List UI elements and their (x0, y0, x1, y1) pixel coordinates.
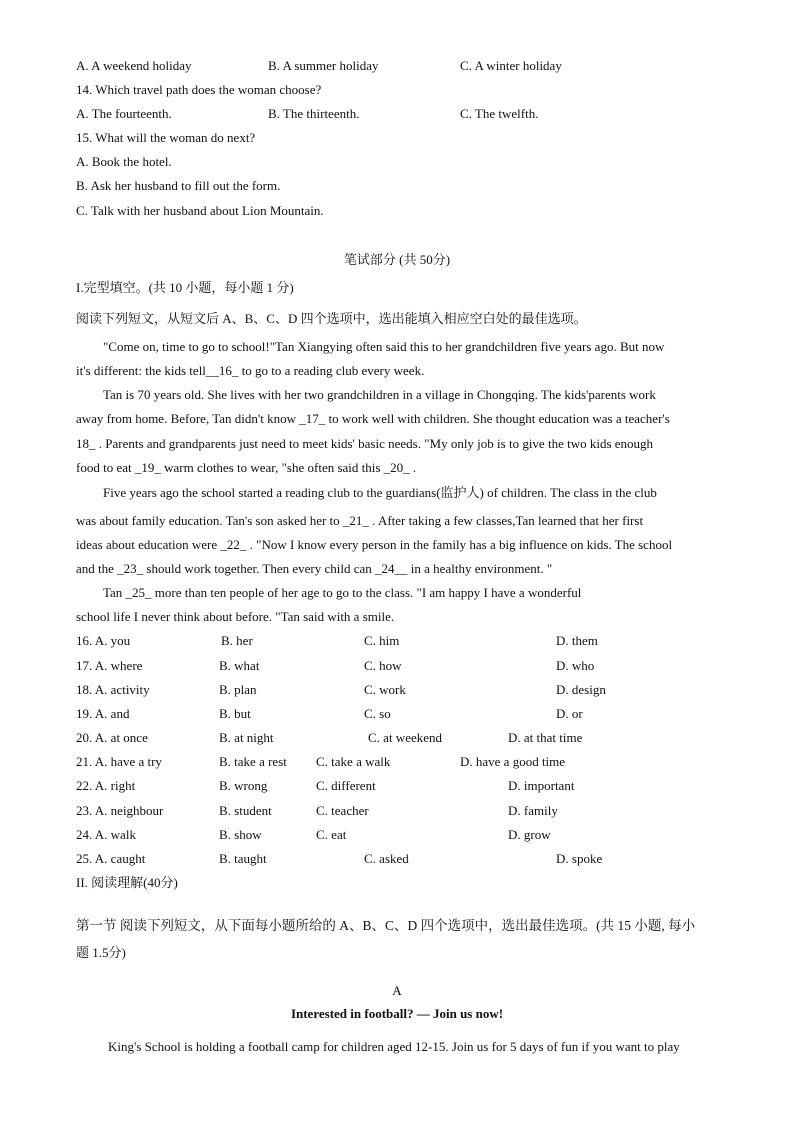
cloze-q23-option-a: 23. A. neighbour (76, 803, 164, 818)
cloze-heading: I.完型填空。(共 10 小题，每小题 1 分) (76, 280, 294, 295)
cloze-q22-option-c: C. different (316, 778, 376, 793)
cloze-instruction: 阅读下列短文，从短文后 A、B、C、D 四个选项中，选出能填入相应空白处的最佳选项。 (76, 311, 587, 326)
cloze-q20-option-c: C. at weekend (368, 730, 443, 745)
cloze-q18-option-d: D. design (556, 682, 606, 697)
passage-letter: A (392, 983, 402, 998)
cloze-q25-option-b: B. taught (219, 851, 267, 866)
cloze-q24-option-c: C. eat (316, 827, 347, 842)
cloze-passage-line: food to eat _19_ warm clothes to wear, "she often said this _20_ . (76, 460, 417, 475)
passage-first-line: King's School is holding a football camp for children aged 12-15. Join us for 5 days of fun if you want to play (108, 1039, 680, 1054)
cloze-q16-option-c: C. him (364, 633, 400, 648)
cloze-passage-line: school life I never think about before. "Tan said with a smile. (76, 609, 395, 624)
q15-option-c: C. Talk with her husband about Lion Mountain. (76, 203, 324, 218)
q15-question: 15. What will the woman do next? (76, 130, 256, 145)
cloze-q22-option-a: 22. A. right (76, 778, 136, 793)
cloze-q20-option-b: B. at night (219, 730, 274, 745)
q14-option-a: A. The fourteenth. (76, 106, 172, 121)
cloze-q19-option-c: C. so (364, 706, 391, 721)
q13-option-a: A. A weekend holiday (76, 58, 192, 73)
cloze-q16-option-d: D. them (556, 633, 598, 648)
cloze-q21-option-b: B. take a rest (219, 754, 287, 769)
cloze-q18-option-c: C. work (364, 682, 406, 697)
written-section-title: 笔试部分 (共 50分) (343, 252, 451, 267)
cloze-q24-option-d: D. grow (508, 827, 551, 842)
cloze-q17-option-c: C. how (364, 658, 402, 673)
cloze-passage-line: "Come on, time to go to school!"Tan Xiangying often said this to her grandchildren five years ago. But now (103, 339, 665, 354)
cloze-q25-option-a: 25. A. caught (76, 851, 146, 866)
cloze-passage-line: Tan _25_ more than ten people of her age to go to the class. "I am happy I have a wonderful (103, 585, 582, 600)
passage-title: Interested in football? — Join us now! (290, 1006, 504, 1021)
reading-heading: II. 阅读理解(40分) (76, 875, 178, 890)
cloze-passage-line: was about family education. Tan's son asked her to _21_ . After taking a few classes,Tan learned that her first (76, 513, 644, 528)
cloze-passage-line: 18_ . Parents and grandparents just need to meet kids' basic needs. "My only job is to give the two kids enough (76, 436, 654, 451)
cloze-q24-option-b: B. show (219, 827, 262, 842)
cloze-q18-option-b: B. plan (219, 682, 257, 697)
q14-option-b: B. The thirteenth. (268, 106, 360, 121)
cloze-q20-option-d: D. at that time (508, 730, 583, 745)
q14-question: 14. Which travel path does the woman choose? (76, 82, 322, 97)
cloze-q24-option-a: 24. A. walk (76, 827, 136, 842)
cloze-q22-option-b: B. wrong (219, 778, 268, 793)
cloze-q23-option-d: D. family (508, 803, 558, 818)
cloze-passage-line: Five years ago the school started a reading club to the guardians(监护人) of children. The class in the club (103, 485, 657, 500)
cloze-q21-option-c: C. take a walk (316, 754, 391, 769)
cloze-q21-option-a: 21. A. have a try (76, 754, 162, 769)
cloze-passage-line: ideas about education were _22_ . "Now I know every person in the family has a big influence on kids. The school (76, 537, 673, 552)
cloze-q16-option-a: 16. A. you (76, 633, 131, 648)
cloze-q23-option-b: B. student (219, 803, 272, 818)
cloze-q17-option-a: 17. A. where (76, 658, 143, 673)
cloze-q17-option-d: D. who (556, 658, 595, 673)
cloze-q25-option-d: D. spoke (556, 851, 603, 866)
cloze-passage-line: and the _23_ should work together. Then every child can _24__ in a healthy environment. " (76, 561, 553, 576)
cloze-q17-option-b: B. what (219, 658, 260, 673)
reading-instruction-line1: 第一节 阅读下列短文，从下面每小题所给的 A、B、C、D 四个选项中，选出最佳选项。(共 15 小题, 每小 (76, 918, 696, 933)
q13-option-b: B. A summer holiday (268, 58, 379, 73)
reading-instruction-line2: 题 1.5分) (76, 945, 126, 960)
cloze-q18-option-a: 18. A. activity (76, 682, 150, 697)
cloze-q16-option-b: B. her (221, 633, 253, 648)
q13-option-c: C. A winter holiday (460, 58, 562, 73)
q14-option-c: C. The twelfth. (460, 106, 539, 121)
cloze-q22-option-d: D. important (508, 778, 575, 793)
q15-option-a: A. Book the hotel. (76, 154, 172, 169)
cloze-q19-option-a: 19. A. and (76, 706, 130, 721)
cloze-passage-line: away from home. Before, Tan didn't know _17_ to work well with children. She thought education was a teacher's (76, 411, 670, 426)
cloze-q25-option-c: C. asked (364, 851, 409, 866)
cloze-q20-option-a: 20. A. at once (76, 730, 148, 745)
cloze-passage-line: it's different: the kids tell__16_ to go to a reading club every week. (76, 363, 425, 378)
cloze-q23-option-c: C. teacher (316, 803, 369, 818)
cloze-passage-line: Tan is 70 years old. She lives with her two grandchildren in a village in Chongqing. The kids'parents work (103, 387, 656, 402)
cloze-q19-option-b: B. but (219, 706, 251, 721)
cloze-q19-option-d: D. or (556, 706, 583, 721)
cloze-q21-option-d: D. have a good time (460, 754, 566, 769)
q15-option-b: B. Ask her husband to fill out the form. (76, 178, 281, 193)
